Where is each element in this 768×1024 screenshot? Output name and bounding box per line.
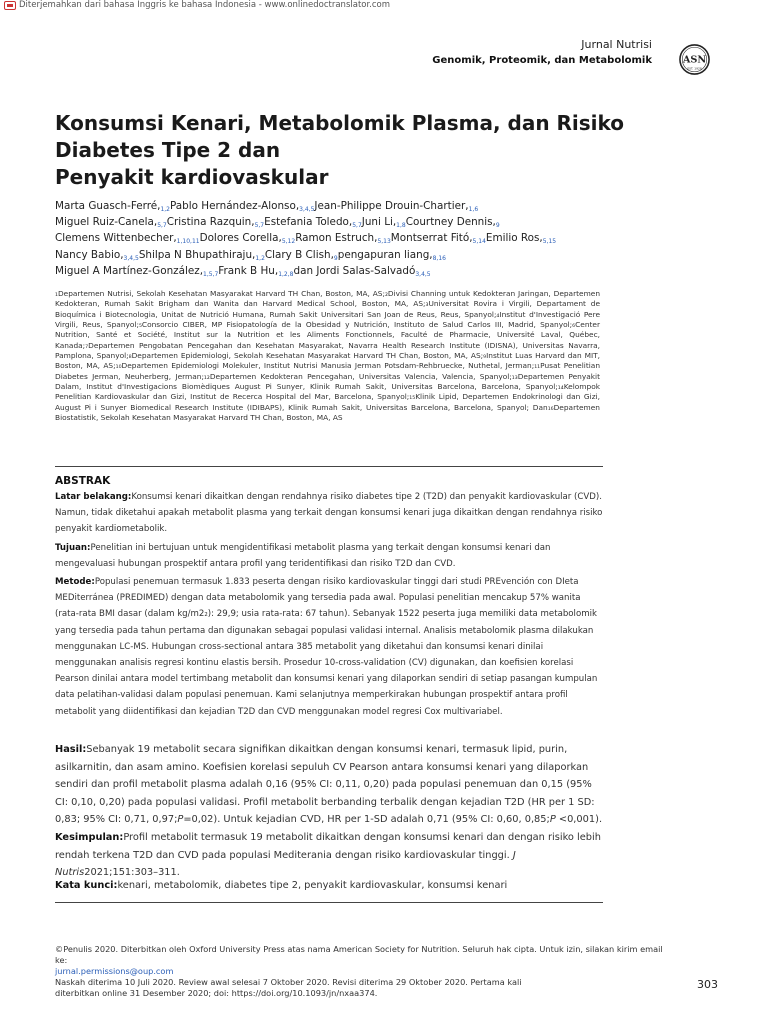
- author-affiliation-ref[interactable]: 5,7: [157, 222, 167, 230]
- author-name: Juni Li,: [361, 216, 397, 229]
- author-name: Estefania Toledo,: [264, 216, 353, 229]
- background-text: Konsumsi kenari dikaitkan dengan rendahnya risiko diabetes tipe 2 (T2D) dan penyakit kardiovaskular (CVD). Namun, tidak diketahui apakah metabolit plasma yang terkait dengan konsumsi kenari juga dikaitkan dengan rendahnya risiko penyakit kardiometabolik.: [55, 492, 603, 535]
- author-affiliation-ref[interactable]: 1,8: [396, 222, 406, 230]
- author-name: Emilio Ros,: [485, 232, 543, 245]
- author-name: Jean-Philippe Drouin-Chartier,: [314, 200, 469, 212]
- keywords-text: kenari, metabolomik, diabetes tipe 2, penyakit kardiovaskular, konsumsi kenari: [117, 880, 508, 891]
- asn-logo: [678, 43, 711, 76]
- page-number: 303: [697, 978, 718, 991]
- author-list: [55, 199, 655, 280]
- author-name: Cristina Razquin,: [166, 216, 255, 229]
- pdf-icon: [4, 1, 16, 10]
- divider: [55, 902, 603, 903]
- author-affiliation-ref[interactable]: 1,2,8: [278, 270, 294, 278]
- author-line: [55, 215, 655, 231]
- author-affiliation-ref[interactable]: 9: [495, 222, 500, 230]
- author-name: Shilpa N Bhupathiraju,: [138, 248, 256, 261]
- author-affiliation-ref[interactable]: 8,16: [432, 254, 446, 262]
- abstract-results: [55, 741, 605, 882]
- logo-year: EST. 1928: [687, 66, 702, 71]
- methods-text: Populasi penemuan termasuk 1.833 peserta dengan risiko kardiovaskular tinggi dari studi PREvención con DIeta MEDiterránea (PREDIMED) dengan data metabolomik yang tersedia pada awal. Populasi penelitian mencakup 57% wanita (rata-rata BMI dasar (dalam kg/m2₂): 29,9; usia rata-rata: 67 tahun). Sebanyak 1522 peserta juga memiliki data metabolomik yang tersedia pada tahun pertama dan digunakan sebagai populasi validasi internal. Analisis metabolomik plasma dilakukan menggunakan LC-MS. Hubungan cross-sectional antara 385 metabolit yang diketahui dan konsumsi kenari dinilai menggunakan analisis regresi kontinu elastis bersih. Prosedur 10-cross-validation (CV) digunakan, dan koefisien korelasi Pearson dinilai antara model tertimbang metabolit dan konsumsi kenari yang dilaporkan sendiri di setiap pasangan kumpulan data pelatihan-validasi dalam populasi penemuan. Kami selanjutnya memperkirakan hubungan prospektif antara profil metabolit yang diidentifikasi dan kejadian T2D dan CVD menggunakan model regresi Cox multivariabel.: [55, 577, 598, 717]
- author-affiliation-ref[interactable]: 1,2: [255, 254, 265, 262]
- citation-journal: J Nutris: [55, 849, 516, 879]
- title-line: Penyakit kardiovaskular: [55, 165, 329, 189]
- author-name: pengapuran liang,: [337, 248, 433, 261]
- abstract-objective: [55, 540, 607, 572]
- permissions-email-link[interactable]: jurnal.permissions@oup.com: [55, 966, 174, 976]
- author-name: Clary B Clish,: [264, 248, 334, 261]
- author-line: [55, 199, 655, 215]
- journal-name: Jurnal Nutrisi: [581, 38, 652, 51]
- author-affiliation-ref[interactable]: 3,4,5: [299, 206, 315, 213]
- author-line: [55, 248, 655, 264]
- author-line: [55, 264, 655, 280]
- p-value-symbol: P: [549, 814, 556, 826]
- article-title: [55, 110, 625, 191]
- results-text-2: =0,02). Untuk kejadian CVD, HR per 1-SD adalah 0,71 (95% CI: 0,60, 0,85;: [183, 814, 550, 826]
- author-name: Marta Guasch-Ferré,: [55, 200, 161, 212]
- conclusions-text: Profil metabolit termasuk 19 metabolit dikaitkan dengan konsumsi kenari dan dengan risiko lebih rendah terkena T2D dan CVD pada populasi Mediterania dengan risiko kardiovaskular tinggi.: [55, 831, 601, 861]
- author-affiliation-ref[interactable]: 5,12: [281, 238, 296, 246]
- author-name: Dolores Corella,: [199, 232, 282, 245]
- results-text-3: <0,001).: [555, 814, 603, 826]
- author-affiliation-ref[interactable]: 5,14: [472, 238, 486, 246]
- author-affiliation-ref[interactable]: 1,5,7: [203, 270, 219, 278]
- author-name: Miguel A Martínez-González,: [55, 264, 204, 277]
- results-text: Sebanyak 19 metabolit secara signifikan dikaitkan dengan konsumsi kenari, termasuk lipid, purin, asilkarnitin, dan asam amino. Koefisien korelasi sepuluh CV Pearson antara konsumsi kenari yang dilaporkan sendiri dan profil metabolit plasma adalah 0,16 (95% CI: 0,11, 0,20) pada populasi penemuan dan 0,15 (95% CI: 0,10, 0,20) pada populasi validasi. Profil metabolit berbanding terbalik dengan kejadian T2D (HR per 1 SD: 0,83; 95% CI: 0,71, 0,97;: [55, 744, 595, 826]
- title-line: Konsumsi Kenari, Metabolomik Plasma, dan Risiko: [55, 111, 625, 135]
- author-affiliation-ref[interactable]: 5,7: [352, 222, 362, 230]
- author-affiliation-ref[interactable]: 9: [333, 254, 338, 262]
- journal-header: [432, 38, 652, 66]
- abstract-heading: ABSTRAK: [55, 475, 111, 487]
- background-label: Latar belakang:: [55, 492, 132, 502]
- author-affiliation-ref[interactable]: 1,10,11: [176, 238, 200, 246]
- published-text: diterbitkan online 31 Desember 2020; doi: https://doi.org/10.1093/jn/nxaa374.: [55, 988, 378, 998]
- affiliations: ₁Departemen Nutrisi, Sekolah Kesehatan Masyarakat Harvard TH Chan, Boston, MA, AS;₂Divisi Channing untuk Kedokteran Jaringan, Departemen Kedokteran, Rumah Sakit Brigham dan Wanita dan Harvard Medical School, Boston, MA, AS;₃Universitat Rovira i Virgili, Departament de Bioquímica i Biotecnologia, Unitat de Nutrició Humana, Rumah Sakit Universitari San Joan de Reus, Reus, Spanyol;₄Institut d'Investigació Pere Virgili, Reus, Spanyol;₅Consorcio CIBER, MP Fisiopatología de la Obesidad y Nutrición, Instituto de Salud Carlos III, Madrid, Spanyol;₆Center Nutrition, Santé et Société, Institut sur la Nutrition et les Aliments Fonctionnels, Faculté de Pharmacie, Université Laval, Québec, Kanada;₇Departemen Pengobatan Pencegahan dan Kesehatan Masyarakat, Navarra Health Research Institute (IDISNA), Universitas Navarra, Pamplona, Spanyol;₈Departemen Epidemiologi, Sekolah Kesehatan Masyarakat Harvard TH Chan, Boston, MA, AS;₉Institut Luas Harvard dan MIT, Boston, MA, AS;₁₀Departemen Epidemiologi Molekuler, Institut Nutrisi Manusia Jerman Potsdam-Rehbruecke, Nuthetal, Jerman;₁₁Pusat Penelitian Diabetes Jerman, Neuherberg, Jerman;₁₂Departemen Kedokteran Pencegahan, Universitas Valencia, Valencia, Spanyol;₁₃Departemen Penyakit Dalam, Institut d'Investigacions Biomèdiques August Pi Sunyer, Klinik Rumah Sakit, Universitas Barcelona, Barcelona, Spanyol;₁₄Kelompok Penelitian Kardiovaskular dan Gizi, Institut de Recerca Hospital del Mar, Barcelona, Spanyol;₁₅Klinik Lipid, Departemen Endokrinologi dan Gizi, August Pi i Sunyer Biomedical Research Institute (IDIBAPS), Klinik Rumah Sakit, Universitas Barcelona, Barcelona, Spanyol; Dan₁₆Departemen Biostatistik, Sekolah Kesehatan Masyarakat Harvard TH Chan, Boston, MA, AS: [55, 289, 600, 423]
- author-affiliation-ref[interactable]: 5,7: [254, 222, 265, 230]
- author-affiliation-ref[interactable]: 1,6: [468, 206, 479, 213]
- keywords-label: Kata kunci:: [55, 880, 118, 891]
- received-text: Naskah diterima 10 Juli 2020. Review awal selesai 7 Oktober 2020. Revisi diterima 29 Oktober 2020. Pertama kali: [55, 977, 522, 987]
- author-name: Frank B Hu,: [218, 264, 279, 277]
- objective-label: Tujuan:: [55, 543, 91, 553]
- abstract-methods: [55, 574, 607, 720]
- conclusions-label: Kesimpulan:: [55, 831, 124, 843]
- methods-label: Metode:: [55, 577, 95, 587]
- author-affiliation-ref[interactable]: 3,4,5: [123, 254, 139, 262]
- author-line: [55, 231, 655, 247]
- journal-section: Genomik, Proteomik, dan Metabolomik: [432, 55, 652, 66]
- author-name: Pablo Hernández-Alonso,: [170, 200, 300, 212]
- author-affiliation-ref[interactable]: 3,4,5: [415, 270, 431, 278]
- logo-text: ASN: [682, 54, 707, 66]
- objective-text: Penelitian ini bertujuan untuk mengidentifikasi metabolit plasma yang terkait dengan konsumsi kenari dan mengevaluasi hubungan prospektif antara profil yang teridentifikasi dan risiko T2D dan CVD.: [55, 543, 551, 570]
- author-name: Clemens Wittenbecher,: [55, 232, 177, 245]
- citation-rest: 2021;151:303–311.: [84, 867, 180, 879]
- author-name: Courtney Dennis,: [405, 216, 496, 229]
- results-label: Hasil:: [55, 744, 87, 755]
- copyright-text: ©Penulis 2020. Diterbitkan oleh Oxford University Press atas nama American Society for Nutrition. Seluruh hak cipta. Untuk izin, silakan kirim email ke:: [55, 944, 663, 965]
- translation-banner: [4, 0, 390, 10]
- author-affiliation-ref[interactable]: 5,15: [542, 238, 557, 246]
- footer: [55, 944, 665, 999]
- author-name: Ramon Estruch,: [295, 232, 378, 245]
- title-line: Diabetes Tipe 2 dan: [55, 138, 281, 162]
- author-affiliation-ref[interactable]: 1,2: [160, 206, 170, 213]
- divider: [55, 466, 603, 467]
- author-name: dan Jordi Salas-Salvadó: [293, 264, 416, 277]
- p-value-symbol: P: [177, 814, 184, 826]
- author-affiliation-ref[interactable]: 5,13: [377, 238, 391, 246]
- author-name: Montserrat Fitó,: [390, 232, 473, 245]
- author-name: Nancy Babio,: [55, 248, 124, 261]
- author-name: Miguel Ruiz-Canela,: [55, 216, 158, 229]
- abstract-background: [55, 489, 607, 538]
- banner-text: Diterjemahkan dari bahasa Inggris ke bahasa Indonesia - www.onlinedoctranslator.com: [19, 0, 391, 10]
- keywords: [55, 877, 605, 895]
